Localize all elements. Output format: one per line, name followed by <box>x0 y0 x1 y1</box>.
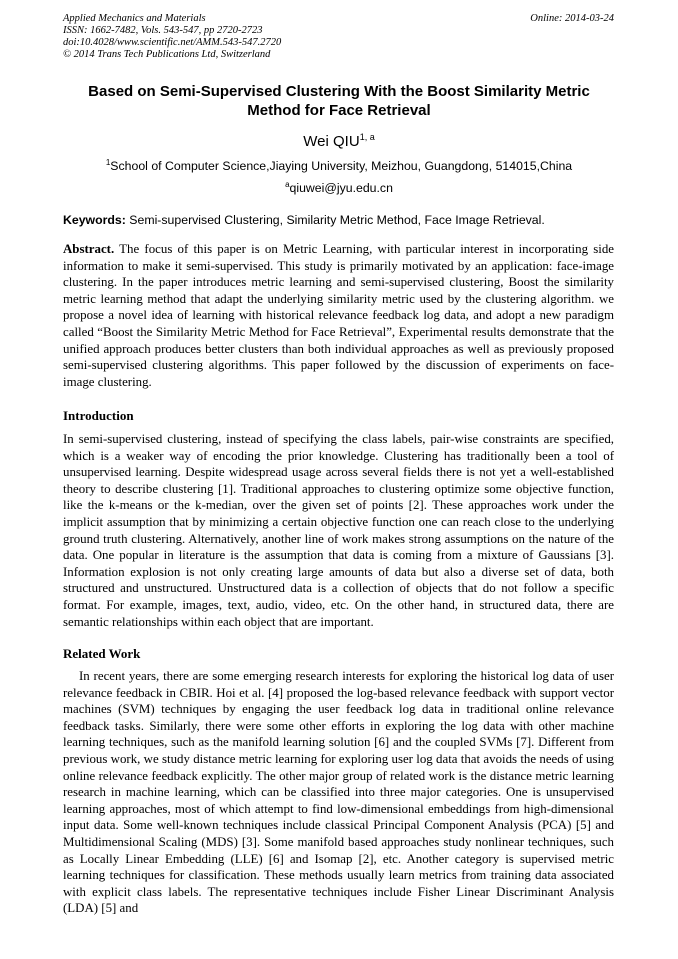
keywords-text: Semi-supervised Clustering, Similarity Metric Method, Face Image Retrieval. <box>125 213 545 227</box>
copyright-line: © 2014 Trans Tech Publications Ltd, Switzerland <box>63 49 271 60</box>
author-email <box>0 177 678 196</box>
journal-header <box>63 13 281 61</box>
author-sup: 1, a <box>359 132 375 142</box>
email-sup: a <box>285 180 290 189</box>
journal-name: Applied Mechanics and Materials <box>63 13 206 24</box>
introduction-paragraph: In semi-supervised clustering, instead of specifying the class labels, pair-wise constraints are specified, which is a weaker way of encoding the prior knowledge. Clustering has traditionally been a tool of unsupervised learning. Despite widespread usage across several fields there is not yet a well-established theory to describe clustering [1]. Traditional approaches to clustering optimize some objective function, like the k-means or the k-median, over the given set of points [2]. These approaches work under the implicit assumption that by minimizing a certain objective function one can reach close to the underlying ground truth clustering. Alternatively, another line of work makes strong assumptions on the nature of the data. One popular in literature is the assumption that data is coming from a mixture of Gaussians [3]. Information explosion is not only creating large amounts of data but also a diverse set of data, both structured and unstructured. Unstructured data is a collection of objects that do not follow a specific format. For example, images, text, audio, video, etc. On the other hand, in structured data, there are semantic relationships within each object that are important. <box>63 432 614 629</box>
keywords-label: Keywords: <box>63 213 126 227</box>
introduction-heading: Introduction <box>63 408 134 423</box>
paper-title: Based on Semi-Supervised Clustering With the Boost Similarity Metric Method for Face Retrieval <box>88 83 590 119</box>
abstract-label: Abstract. <box>63 242 115 256</box>
related-work-heading: Related Work <box>63 646 141 661</box>
related-work-paragraph: In recent years, there are some emerging research interests for exploring the historical log data of user relevance feedback in CBIR. Hoi et al. [4] proposed the log-based relevance feedback with support vector machines (SVM) techniques by engaging the user feedback log data in traditional online relevance feedback tasks. Similarly, there were some other efforts in exploring the log data with other machine learning techniques, such as the manifold learning solution [6] and the coupled SVMs [7]. Different from previous work, we study distance metric learning for exploring user log data that avoids the needs of using online relevance feedback explicitly. The other major group of related work is the distance metric learning research in machine learning, which can be classified into three major categories. One is unsupervised learning approaches, most of which attempt to find low-dimensional embeddings from high-dimensional input data. Some well-known techniques include classical Principal Component Analysis (PCA) [5] and Multidimensional Scaling (MDS) [3]. Some manifold based approaches study nonlinear techniques, such as Locally Linear Embedding (LLE) [6] and Isomap [2], etc. Another category is supervised metric learning techniques for classification. These methods usually learn metrics from training data associated with explicit class labels. The representative techniques include Fisher Linear Discriminant Analysis (LDA) [5] and <box>63 669 614 916</box>
online-date: Online: 2014-03-24 <box>530 13 614 24</box>
author-line <box>0 128 678 151</box>
issn-line: ISSN: 1662-7482, Vols. 543-547, pp 2720-2723 <box>63 25 263 36</box>
affiliation-text: School of Computer Science,Jiaying University, Meizhou, Guangdong, 514015,China <box>110 159 573 173</box>
affiliation <box>0 155 678 174</box>
keywords-line <box>63 212 545 228</box>
affiliation-sup: 1 <box>105 158 111 167</box>
abstract-paragraph <box>63 241 614 390</box>
abstract-text: The focus of this paper is on Metric Learning, with particular interest in incorporating side information to make it semi-supervised. This study is primarily motivated by an application: face-image clustering. In the paper introduces metric learning and semi-supervised clustering, Boost the similarity metric learning method that adapt the underlying similarity metric used by the clustering algorithm. we propose a novel idea of learning with historical relevance feedback log data, and adopt a new paradigm called “Boost the Similarity Metric Method for Face Retrieval”, Experimental results demonstrate that the unified approach produces better clusters than both individual approaches as well as previously proposed semi-supervised clustering algorithms. This paper followed by the discussion of experiments on face-image clustering. <box>63 242 614 389</box>
doi-line: doi:10.4028/www.scientific.net/AMM.543-547.2720 <box>63 37 282 48</box>
author-name: Wei QIU <box>303 133 360 150</box>
email-text: qiuwei@jyu.edu.cn <box>289 181 393 195</box>
